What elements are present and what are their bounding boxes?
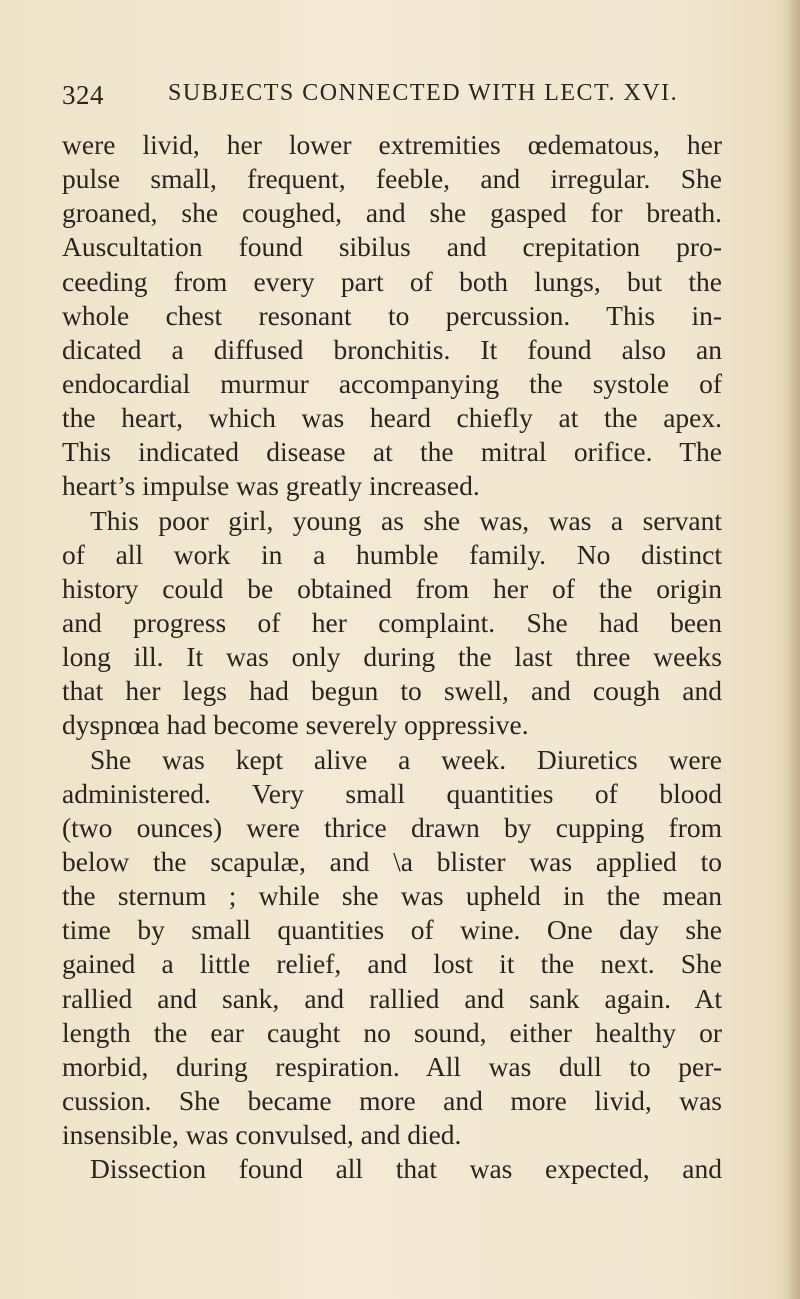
text-line: whole chest resonant to percussion. This in- <box>62 299 722 331</box>
text-line: length the ear caught no sound, either healthy or <box>62 1016 722 1048</box>
text-line: history could be obtained from her of the origin <box>62 572 722 604</box>
text-line: insensible, was convulsed, and died. <box>62 1119 462 1151</box>
text-line: heart’s impulse was greatly increased. <box>62 470 480 502</box>
text-line: rallied and sank, and rallied and sank again. At <box>62 982 722 1014</box>
text-line: cussion. She became more and more livid, was <box>62 1084 722 1116</box>
text-line: Auscultation found sibilus and crepitation pro- <box>62 231 722 263</box>
text-line: (two ounces) were thrice drawn by cupping from <box>62 811 722 843</box>
page-number: 324 <box>62 80 104 110</box>
running-head: SUBJECTS CONNECTED WITH LECT. XVI. <box>168 80 679 106</box>
text-line: and progress of her complaint. She had been <box>62 606 722 638</box>
text-line: of all work in a humble family. No distinct <box>62 538 722 570</box>
page-header <box>62 80 722 114</box>
text-line: that her legs had begun to swell, and cough and <box>62 675 722 707</box>
text-line: She was kept alive a week. Diuretics were <box>90 743 722 775</box>
text-line: morbid, during respiration. All was dull to per- <box>62 1050 722 1082</box>
text-line: This poor girl, young as she was, was a servant <box>90 504 722 536</box>
page-edge-shadow <box>786 0 800 1299</box>
text-line: pulse small, frequent, feeble, and irregular. She <box>62 163 722 195</box>
text-line: groaned, she coughed, and she gasped for breath. <box>62 197 722 229</box>
body-text <box>62 128 722 1186</box>
text-line: long ill. It was only during the last three weeks <box>62 641 722 673</box>
text-line: Dissection found all that was expected, and <box>90 1153 722 1185</box>
text-line: This indicated disease at the mitral orifice. The <box>62 436 722 468</box>
text-line: below the scapulæ, and \a blister was applied to <box>62 845 722 877</box>
text-line: administered. Very small quantities of blood <box>62 777 722 809</box>
text-line: dyspnœa had become severely oppressive. <box>62 709 529 741</box>
text-line: dicated a diffused bronchitis. It found also an <box>62 333 722 365</box>
text-line: gained a little relief, and lost it the next. She <box>62 948 722 980</box>
text-line: endocardial murmur accompanying the systole of <box>62 367 722 399</box>
text-line: time by small quantities of wine. One day she <box>62 914 722 946</box>
text-line: ceeding from every part of both lungs, but the <box>62 265 722 297</box>
text-line: were livid, her lower extremities œdematous, her <box>62 129 722 160</box>
text-line: the heart, which was heard chiefly at the apex. <box>62 402 722 434</box>
text-line: the sternum ; while she was upheld in the mean <box>62 880 722 912</box>
